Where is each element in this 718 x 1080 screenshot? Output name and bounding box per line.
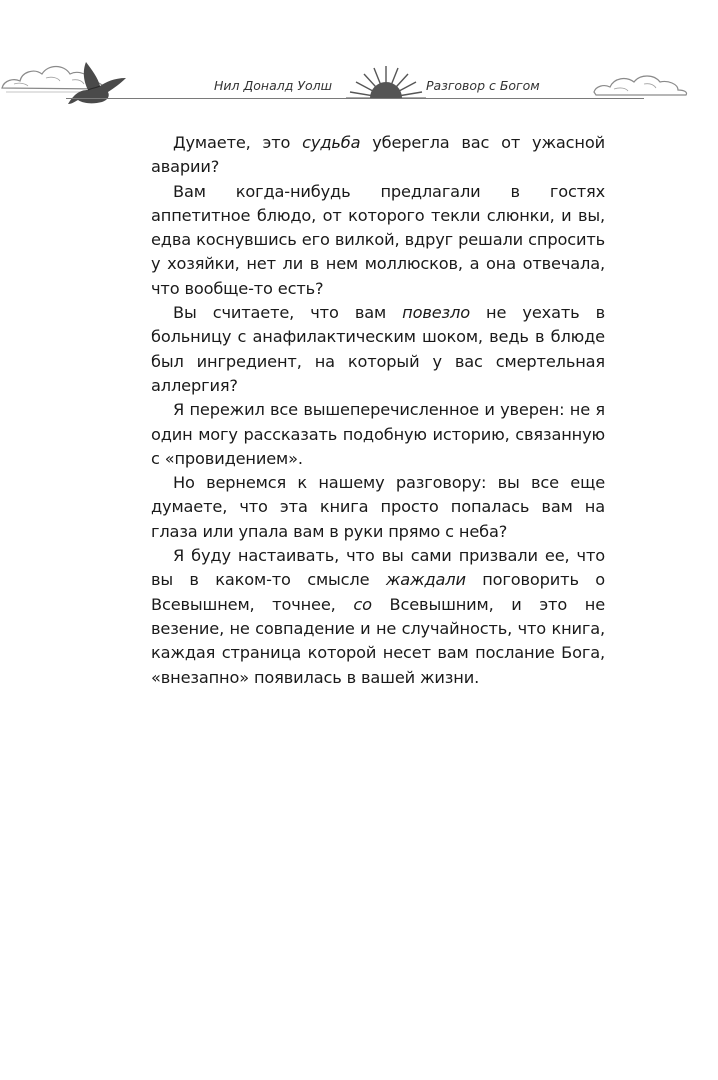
text-segment: Вы считаете, что вам <box>173 303 403 323</box>
paragraph <box>151 398 605 471</box>
emphasis-text: жаждали <box>385 570 466 590</box>
header-author: Нил Доналд Уолш <box>214 78 333 93</box>
sun-icon <box>346 62 426 102</box>
emphasis-text: со <box>353 594 372 614</box>
text-segment: Я пережил все вышеперечисленное и уверен: не я один могу рассказать подобную историю, связанную с «провидением». <box>151 400 605 468</box>
text-segment: Вам когда-нибудь предлагали в гостях аппетитное блюдо, от которого текли слюнки, и вы, едва коснувшись его вилкой, вдруг решали спросить у хозяйки, нет ли в нем моллюсков, а она отвечала, что вообще-то есть? <box>151 181 605 298</box>
emphasis-text: судьба <box>302 133 361 152</box>
text-segment: Но вернемся к нашему разговору: вы все еще думаете, что эта книга просто попалась вам на глаза или упала вам в руки прямо с неба? <box>151 473 605 541</box>
text-segment: не уехать в больницу с анафилактическим шоком, ведь в блюде был ингредиент, на который у вас смертельная аллергия? <box>151 303 606 395</box>
paragraph <box>151 180 605 301</box>
body-text <box>151 131 605 690</box>
paragraph <box>151 544 605 690</box>
cloud-right-icon <box>590 62 690 102</box>
paragraph <box>151 131 605 180</box>
text-segment: Думаете, это <box>173 133 303 152</box>
text-segment: уберегла вас от ужасной аварии? <box>151 133 605 177</box>
dove-icon <box>64 60 130 110</box>
header-book-title: Разговор с Богом <box>426 78 540 93</box>
paragraph <box>151 471 605 544</box>
running-header <box>0 40 718 110</box>
text-segment: Я буду настаивать, что вы сами призвали ее, что вы в каком-то смысле <box>151 546 605 590</box>
header-rule <box>66 98 644 99</box>
paragraph <box>151 301 605 398</box>
text-segment: Всевышним, и это не везение, не совпадение и не случайность, что книга, каждая страница которой несет вам послание Бога, «внезапно» появилась в вашей жизни. <box>151 594 605 687</box>
emphasis-text: повезло <box>402 303 470 323</box>
text-segment: поговорить о Всевышнем, точнее, <box>151 570 606 614</box>
